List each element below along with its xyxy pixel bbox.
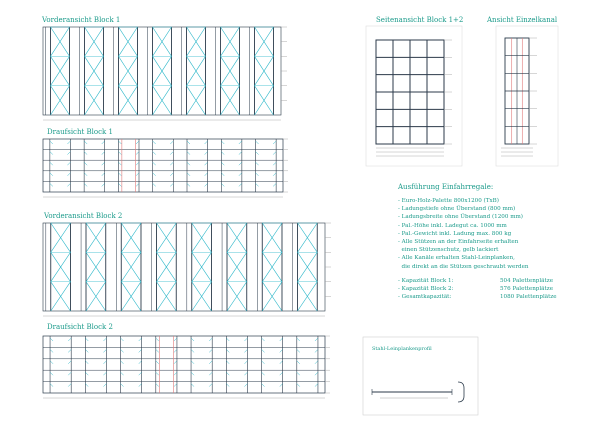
diagonal-brace <box>244 384 247 387</box>
diagonal-brace <box>297 338 300 341</box>
diagonal-brace <box>50 183 53 186</box>
capacity-value: 504 Palettenplätze <box>500 277 554 284</box>
diagonal-brace <box>85 384 88 387</box>
diagonal-brace <box>239 173 242 176</box>
diagonal-brace <box>205 162 208 165</box>
diagonal-brace <box>118 152 121 155</box>
top-view-block-1 <box>43 139 288 197</box>
diagonal-brace <box>153 183 156 186</box>
front-outline <box>43 223 325 311</box>
diagonal-brace <box>191 338 194 341</box>
diagonal-brace <box>103 349 106 352</box>
diagonal-brace <box>156 384 159 387</box>
capacity-row <box>398 293 588 301</box>
diagonal-brace <box>156 338 159 341</box>
diagonal-brace <box>121 338 124 341</box>
diagonal-brace <box>85 361 88 364</box>
diagonal-brace <box>103 338 106 341</box>
diagonal-brace <box>280 349 283 352</box>
diagonal-brace <box>273 183 276 186</box>
diagonal-brace <box>139 349 142 352</box>
diagonal-brace <box>103 372 106 375</box>
title-profile: Stahl-Leinplankenprofil <box>372 346 432 352</box>
diagonal-brace <box>239 162 242 165</box>
diagonal-brace <box>84 183 87 186</box>
title-side-view: Seitenansicht Block 1+2 <box>376 16 464 24</box>
diagonal-brace <box>209 349 212 352</box>
diagonal-brace <box>244 361 247 364</box>
diagonal-brace <box>262 338 265 341</box>
diagonal-brace <box>121 361 124 364</box>
capacity-list <box>398 277 588 302</box>
diagonal-brace <box>239 183 242 186</box>
diagonal-brace <box>280 361 283 364</box>
diagonal-brace <box>153 173 156 176</box>
diagonal-brace <box>205 183 208 186</box>
diagonal-brace <box>174 361 177 364</box>
diagonal-brace <box>209 361 212 364</box>
diagonal-brace <box>226 349 229 352</box>
diagonal-brace <box>262 361 265 364</box>
notes-item: - Ladungsbreite ohne Überstand (1200 mm) <box>398 214 523 221</box>
diagonal-brace <box>205 141 208 144</box>
side-frame <box>366 26 462 166</box>
diagonal-brace <box>67 141 70 144</box>
diagonal-brace <box>153 162 156 165</box>
notes-block <box>398 183 588 301</box>
diagonal-brace <box>297 361 300 364</box>
notes-item: - Alle Kanäle erhalten Stahl-Leinplanken, <box>398 255 515 262</box>
diagonal-brace <box>205 152 208 155</box>
diagonal-brace <box>280 338 283 341</box>
diagonal-brace <box>244 349 247 352</box>
diagonal-brace <box>50 141 53 144</box>
diagonal-brace <box>67 173 70 176</box>
front-view-block-1 <box>43 27 287 120</box>
diagonal-brace <box>84 162 87 165</box>
diagonal-brace <box>256 162 259 165</box>
diagonal-brace <box>273 152 276 155</box>
notes-item: - Pal.-Gewicht inkl. Ladung max. 800 kg <box>398 230 512 237</box>
diagonal-brace <box>50 372 53 375</box>
diagonal-brace <box>273 173 276 176</box>
diagonal-brace <box>121 384 124 387</box>
diagonal-brace <box>170 152 173 155</box>
notes-item: - Euro-Holz-Palette 800x1200 (TxB) <box>398 198 499 204</box>
diagonal-brace <box>118 141 121 144</box>
diagonal-brace <box>103 361 106 364</box>
diagonal-brace <box>174 349 177 352</box>
diagonal-brace <box>191 372 194 375</box>
diagonal-brace <box>170 183 173 186</box>
diagonal-brace <box>191 384 194 387</box>
diagonal-brace <box>156 372 159 375</box>
title-front-block-2: Vorderansicht Block 2 <box>44 212 123 220</box>
diagonal-brace <box>68 372 71 375</box>
diagonal-brace <box>84 173 87 176</box>
diagonal-brace <box>209 338 212 341</box>
diagonal-brace <box>191 349 194 352</box>
diagonal-brace <box>50 361 53 364</box>
diagonal-brace <box>297 384 300 387</box>
diagonal-brace <box>85 349 88 352</box>
diagonal-brace <box>118 183 121 186</box>
top-outline <box>43 139 283 192</box>
diagonal-brace <box>84 152 87 155</box>
diagonal-brace <box>297 372 300 375</box>
diagonal-brace <box>256 152 259 155</box>
diagonal-brace <box>156 349 159 352</box>
diagonal-brace <box>121 372 124 375</box>
diagonal-brace <box>315 384 318 387</box>
diagonal-brace <box>136 183 139 186</box>
diagonal-brace <box>239 152 242 155</box>
notes-item: einen Stützenschutz, gelb lackiert <box>398 247 499 254</box>
diagonal-brace <box>221 152 224 155</box>
diagonal-brace <box>205 173 208 176</box>
diagonal-brace <box>50 349 53 352</box>
diagonal-brace <box>67 183 70 186</box>
diagonal-brace <box>209 384 212 387</box>
diagonal-brace <box>221 183 224 186</box>
diagonal-brace <box>121 349 124 352</box>
single-channel-view <box>496 26 558 166</box>
diagonal-brace <box>221 162 224 165</box>
diagonal-brace <box>256 183 259 186</box>
diagonal-brace <box>244 372 247 375</box>
front-view-block-2 <box>43 223 331 316</box>
diagonal-brace <box>156 361 159 364</box>
diagonal-brace <box>136 173 139 176</box>
diagonal-brace <box>170 173 173 176</box>
title-front-block-1: Vorderansicht Block 1 <box>42 16 121 24</box>
diagonal-brace <box>84 141 87 144</box>
diagonal-brace <box>102 173 105 176</box>
diagonal-brace <box>50 384 53 387</box>
diagonal-brace <box>297 349 300 352</box>
diagonal-brace <box>280 372 283 375</box>
diagonal-brace <box>226 372 229 375</box>
diagonal-brace <box>68 338 71 341</box>
top-view-block-2 <box>43 336 330 398</box>
diagonal-brace <box>50 173 53 176</box>
diagonal-brace <box>262 384 265 387</box>
diagonal-brace <box>68 349 71 352</box>
notes-list <box>398 197 588 271</box>
diagonal-brace <box>139 361 142 364</box>
diagonal-brace <box>118 162 121 165</box>
diagonal-brace <box>102 183 105 186</box>
diagonal-brace <box>187 183 190 186</box>
diagonal-brace <box>256 173 259 176</box>
diagonal-brace <box>102 152 105 155</box>
diagonal-brace <box>174 338 177 341</box>
diagonal-brace <box>262 372 265 375</box>
diagonal-brace <box>153 141 156 144</box>
diagonal-brace <box>136 162 139 165</box>
diagonal-brace <box>67 152 70 155</box>
capacity-row <box>398 285 588 293</box>
diagonal-brace <box>139 372 142 375</box>
diagonal-brace <box>139 384 142 387</box>
diagonal-brace <box>226 338 229 341</box>
diagonal-brace <box>191 361 194 364</box>
diagonal-brace <box>174 384 177 387</box>
diagonal-brace <box>221 173 224 176</box>
side-view <box>366 26 462 166</box>
diagonal-brace <box>315 361 318 364</box>
diagonal-brace <box>315 372 318 375</box>
diagonal-brace <box>68 384 71 387</box>
notes-item: - Ladungstiefe ohne Überstand (800 mm) <box>398 206 516 213</box>
diagonal-brace <box>187 152 190 155</box>
diagonal-brace <box>315 338 318 341</box>
diagonal-brace <box>153 152 156 155</box>
diagonal-brace <box>187 162 190 165</box>
title-top-block-2: Draufsicht Block 2 <box>47 323 113 331</box>
diagonal-brace <box>226 384 229 387</box>
diagonal-brace <box>50 162 53 165</box>
diagonal-brace <box>256 141 259 144</box>
diagonal-brace <box>221 141 224 144</box>
capacity-value: 576 Palettenplätze <box>500 286 554 293</box>
diagonal-brace <box>209 372 212 375</box>
capacity-label: - Kapazität Block 2: <box>398 286 454 293</box>
diagonal-brace <box>170 141 173 144</box>
diagonal-brace <box>68 361 71 364</box>
diagonal-brace <box>118 173 121 176</box>
diagonal-brace <box>226 361 229 364</box>
diagonal-brace <box>244 338 247 341</box>
notes-item: - Pal.-Höhe inkl. Ladegut ca. 1000 mm <box>398 222 507 229</box>
diagonal-brace <box>170 162 173 165</box>
diagonal-brace <box>85 372 88 375</box>
diagonal-brace <box>187 141 190 144</box>
diagonal-brace <box>67 162 70 165</box>
diagonal-brace <box>136 152 139 155</box>
diagonal-brace <box>102 162 105 165</box>
diagonal-brace <box>102 141 105 144</box>
diagonal-brace <box>136 141 139 144</box>
title-single-channel: Ansicht Einzelkanal <box>487 16 558 24</box>
diagonal-brace <box>103 384 106 387</box>
diagonal-brace <box>50 152 53 155</box>
diagonal-brace <box>273 162 276 165</box>
diagonal-brace <box>273 141 276 144</box>
capacity-label: - Gesamtkapazität: <box>398 294 452 301</box>
diagonal-brace <box>280 384 283 387</box>
title-top-block-1: Draufsicht Block 1 <box>47 128 113 136</box>
diagonal-brace <box>315 349 318 352</box>
diagonal-brace <box>174 372 177 375</box>
diagonal-brace <box>239 141 242 144</box>
notes-item: die direkt an die Stützen geschraubt werden <box>398 263 529 270</box>
diagonal-brace <box>139 338 142 341</box>
capacity-row <box>398 277 588 285</box>
diagonal-brace <box>50 338 53 341</box>
diagonal-brace <box>187 173 190 176</box>
capacity-value: 1080 Palettenplätze <box>500 294 557 301</box>
notes-heading: Ausführung Einfahrregale: <box>398 183 494 191</box>
diagonal-brace <box>262 349 265 352</box>
diagonal-brace <box>85 338 88 341</box>
capacity-label: - Kapazität Block 1: <box>398 277 454 284</box>
notes-item: - Alle Stützen an der Einfahrseite erhalten <box>398 239 519 246</box>
